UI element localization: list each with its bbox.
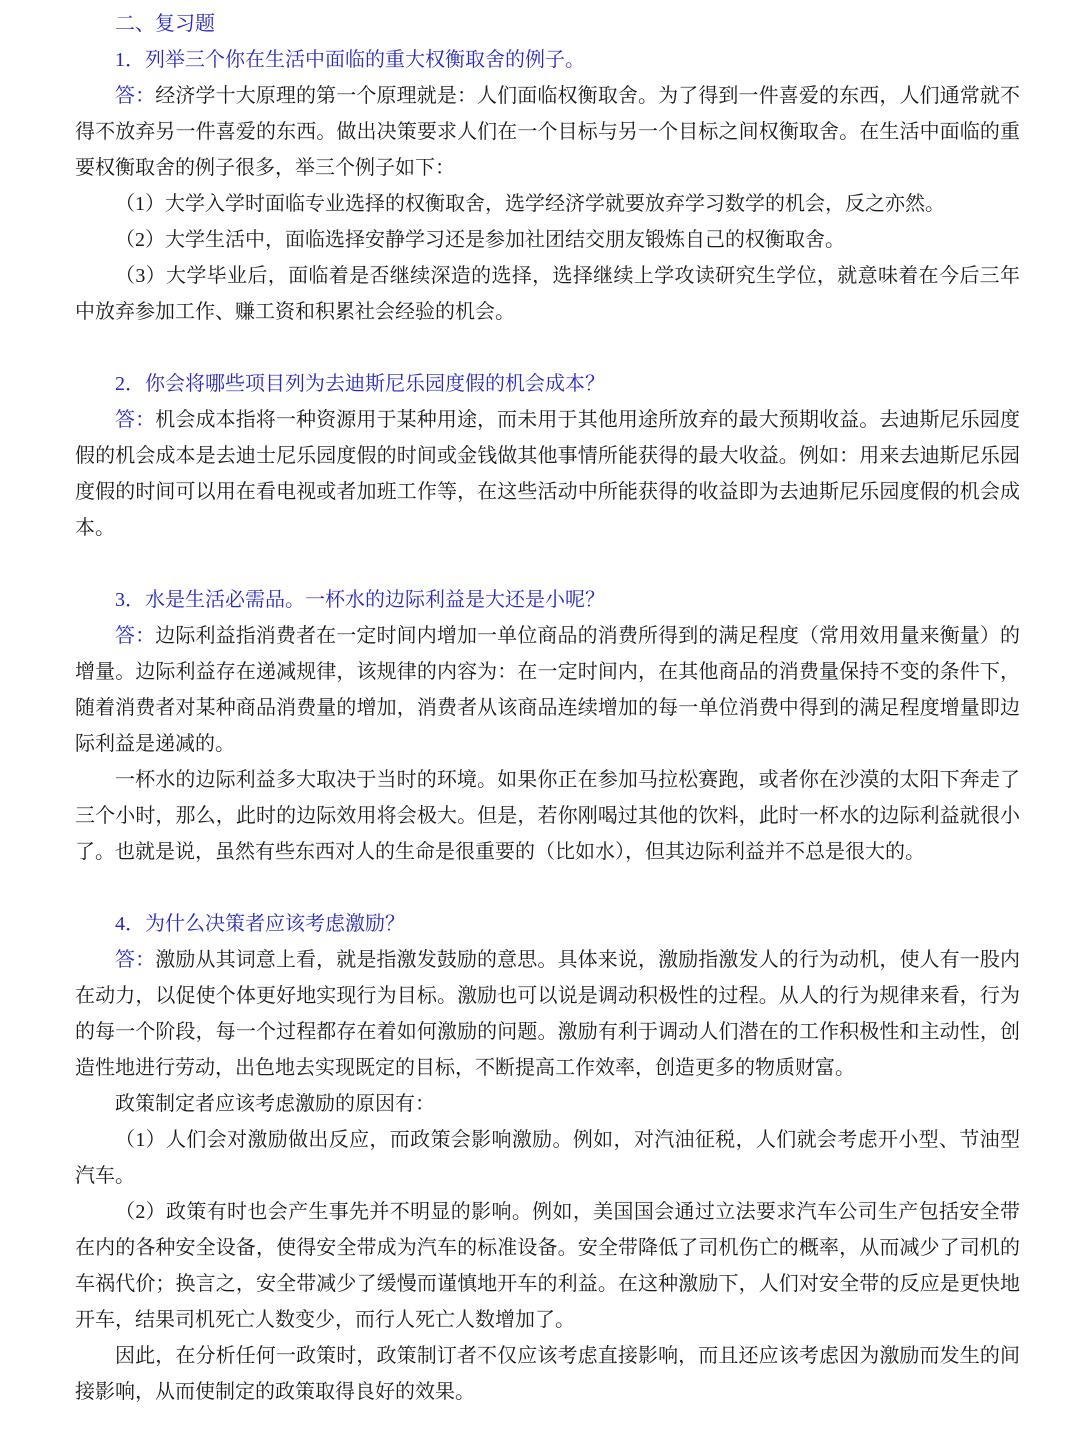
- body-paragraph: （2）政策有时也会产生事先并不明显的影响。例如，美国国会通过立法要求汽车公司生产包括安全带在内的各种安全设备，使得安全带成为汽车的标准设备。安全带降低了司机伤亡的概率，从而减少了司机的车祸代价；换言之，安全带减少了缓慢而谨慎地开车的利益。在这种激励下，人们对安全带的反应是更快地开车，结果司机死亡人数变少，而行人死亡人数增加了。: [75, 1201, 1020, 1331]
- body-paragraph: （2）大学生活中，面临选择安静学习还是参加社团结交朋友锻炼自己的权衡取舍。: [115, 229, 845, 251]
- body-paragraph: （1）人们会对激励做出反应，而政策会影响激励。例如，对汽油征税，人们就会考虑开小型、节油型汽车。: [75, 1129, 1020, 1187]
- answer-text: 激励从其词意上看，就是指激发鼓励的意思。具体来说，激励指激发人的行为动机，使人有一股内在动力，以促使个体更好地实现行为目标。激励也可以说是调动积极性的过程。从人的行为规律来看，行为的每一个阶段，每一个过程都存在着如何激励的问题。激励有利于调动人们潜在的工作积极性和主动性，创造性地进行劳动，出色地去实现既定的目标，不断提高工作效率，创造更多的物质财富。: [75, 949, 1021, 1079]
- body-paragraph: （1）大学入学时面临专业选择的权衡取舍，选学经济学就要放弃学习数学的机会，反之亦然。: [115, 193, 945, 215]
- question-heading-4: 4．为什么决策者应该考虑激励？: [115, 913, 405, 935]
- answer-text: 边际利益指消费者在一定时间内增加一单位商品的消费所得到的满足程度（常用效用量来衡量）的增量。边际利益存在递减规律，该规律的内容为：在一定时间内，在其他商品的消费量保持不变的条件下，随着消费者对某种商品消费量的增加，消费者从该商品连续增加的每一单位消费中得到的满足程度增量即边际利益是递减的。: [75, 625, 1021, 755]
- body-paragraph: 一杯水的边际利益多大取决于当时的环境。如果你正在参加马拉松赛跑，或者你在沙漠的太阳下奔走了三个小时，那么，此时的边际效用将会极大。但是，若你刚喝过其他的饮料，此时一杯水的边际利益就很小了。也就是说，虽然有些东西对人的生命是很重要的（比如水），但其边际利益并不总是很大的。: [75, 769, 1020, 863]
- answer-paragraph-q2: [75, 402, 1020, 546]
- answer-label: 答：: [115, 85, 156, 107]
- section-heading: 二、复习题: [115, 13, 215, 35]
- question-heading-1: 1．列举三个你在生活中面临的重大权衡取舍的例子。: [115, 49, 585, 71]
- answer-paragraph-q4: [75, 942, 1020, 1086]
- answer-paragraph-q1: [75, 78, 1020, 186]
- question-heading-2: 2．你会将哪些项目列为去迪斯尼乐园度假的机会成本？: [115, 373, 605, 395]
- answer-label: 答：: [115, 409, 156, 431]
- answer-text: 经济学十大原理的第一个原理就是：人们面临权衡取舍。为了得到一件喜爱的东西，人们通常就不得不放弃另一件喜爱的东西。做出决策要求人们在一个目标与另一个目标之间权衡取舍。在生活中面临的重要权衡取舍的例子很多，举三个例子如下：: [75, 85, 1021, 179]
- answer-label: 答：: [115, 949, 156, 971]
- body-paragraph: 政策制定者应该考虑激励的原因有：: [115, 1093, 435, 1115]
- answer-text: 机会成本指将一种资源用于某种用途，而未用于其他用途所放弃的最大预期收益。去迪斯尼乐园度假的机会成本是去迪士尼乐园度假的时间或金钱做其他事情所能获得的最大收益。例如：用来去迪斯尼乐园度假的时间可以用在看电视或者加班工作等，在这些活动中所能获得的收益即为去迪斯尼乐园度假的机会成本。: [75, 409, 1021, 539]
- question-heading-3: 3．水是生活必需品。一杯水的边际利益是大还是小呢？: [115, 589, 605, 611]
- answer-paragraph-q3: [75, 618, 1020, 762]
- answer-label: 答：: [115, 625, 156, 647]
- body-paragraph: 因此，在分析任何一政策时，政策制订者不仅应该考虑直接影响，而且还应该考虑因为激励而发生的间接影响，从而使制定的政策取得良好的效果。: [75, 1345, 1020, 1403]
- body-paragraph: （3）大学毕业后，面临着是否继续深造的选择，选择继续上学攻读研究生学位，就意味着在今后三年中放弃参加工作、赚工资和积累社会经验的机会。: [75, 265, 1020, 323]
- document-content: [75, 6, 1020, 1410]
